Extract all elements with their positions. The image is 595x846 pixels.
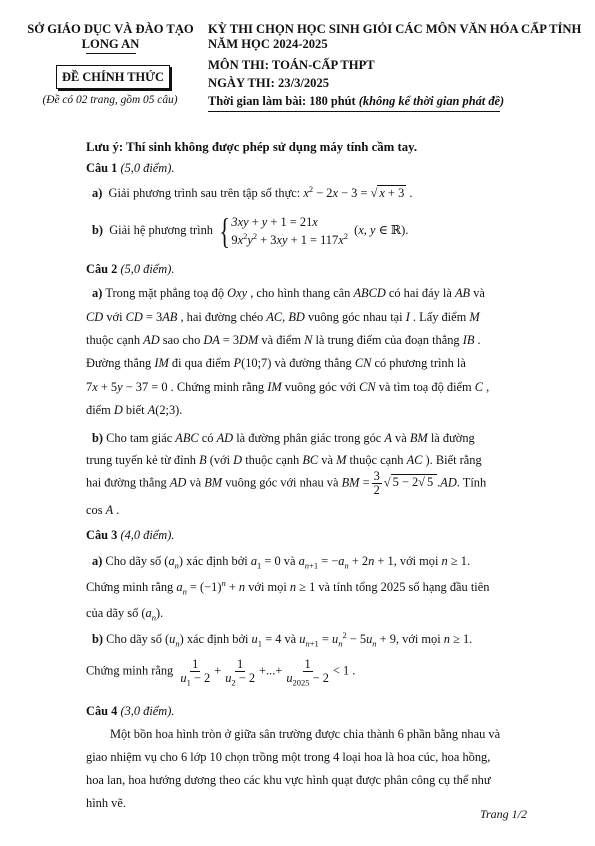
q2a-line1: a) Trong mặt phẳng toạ độ Oxy , cho hình thang cân ABCD có hai đáy là AB và [92, 286, 485, 300]
q1a [92, 183, 413, 201]
q1b-eq1: 3xy + y + 1 = 21x [231, 215, 318, 229]
q1-points: (5,0 điểm). [120, 161, 175, 175]
q2-points: (5,0 điểm). [120, 262, 175, 276]
q4-line2: giao nhiệm vụ cho 6 lớp 10 chọn trồng một trong 4 loại hoa là hoa cúc, hoa hồng, [86, 750, 491, 764]
q4-line1: Một bồn hoa hình tròn ở giữa sân trường được chia thành 6 phần bằng nhau và [110, 727, 501, 741]
q3a-line3: của dãy số $(a_n)$. [86, 606, 164, 623]
q3a-line2: Chứng minh rằng $a_n = (-1)^n + n$ với mọi n ≥ 1 và tính tổng 2025 số hạng đầu tiên [86, 577, 490, 597]
q3a-label: a) [92, 554, 103, 568]
school-year: NĂM HỌC 2024-2025 [208, 37, 328, 51]
exam-date: NGÀY THI: 23/3/2025 [208, 76, 330, 90]
q1b [92, 213, 408, 249]
province-name: LONG AN [81, 37, 140, 51]
q1a-label: a) [92, 186, 103, 200]
department-name: SỞ GIÁO DỤC VÀ ĐÀO TẠO [27, 22, 194, 36]
q4-line3: hoa lan, hoa hướng dương theo các khu vực hình quạt được phân công cụ thể như [86, 773, 491, 787]
q2a-line4: Đường thẳng IM đi qua điểm P(10;7) và đường thẳng CN có phương trình là [86, 356, 466, 370]
q2a-line6: điểm D biết A(2;3). [86, 403, 183, 417]
q1-heading [86, 161, 174, 176]
pages-note: (Đề có 02 trang, gồm 05 câu) [42, 94, 178, 106]
q3-points: (4,0 điểm). [120, 528, 175, 542]
q2-title: Câu 2 [86, 262, 118, 276]
q2b-line3: hai đường thẳng AD và BM vuông góc với nhau và BM = $\frac{3}{2}$ √ 5 − 2√ 5 .AD. Tính [86, 469, 487, 497]
calculator-note: Lưu ý: Thí sinh không được phép sử dụng máy tính cầm tay. [86, 140, 418, 154]
q2b-label: b) [92, 431, 104, 445]
q2b-line4: cos A . [86, 503, 120, 517]
q2-heading [86, 262, 174, 277]
q1b-text: Giải hệ phương trình [109, 222, 214, 237]
q3a-line1: a) Cho dãy số $(a_n)$ xác định bởi $a_1 = 0$ và $a_{n+1} = -a_n + 2n + 1$, với mọi n ≥ 1. [92, 554, 471, 571]
q2b-line1: b) Cho tam giác ABC có AD là đường phân giác trong góc A và BM là đường [92, 431, 475, 445]
q1-title: Câu 1 [86, 161, 118, 175]
time-allowed [208, 94, 504, 109]
q3-title: Câu 3 [86, 528, 118, 542]
province-underline [86, 53, 136, 54]
q1b-eq2: $9x^2y^2 + 3xy + 1 = 117x^2$ [231, 230, 348, 247]
q1a-text: Giải phương trình sau trên tập số thực: [108, 186, 301, 200]
q4-line4: hình vẽ. [86, 796, 126, 810]
q3b-line1: b) Cho dãy số $(u_n)$ xác định bởi $u_1 = 4$ và $u_{n+1} = u_n^2 - 5u_n + 9$, với mọi n ≥ 1. [92, 629, 473, 649]
time-underline [208, 111, 500, 112]
q2b-line2: trung tuyến kẻ từ đỉnh B (với D thuộc cạnh BC và M thuộc cạnh AC ). Biết rằng [86, 453, 482, 467]
q2a-line5: 7x + 5y − 37 = 0 . Chứng minh rằng IM vuông góc với CN và tìm toạ độ điểm C , [86, 380, 490, 394]
official-exam-label: ĐỀ CHÍNH THỨC [56, 65, 170, 89]
q3-heading [86, 528, 174, 543]
time-allowed-note: (không kể thời gian phát đề) [358, 94, 505, 108]
q1a-equation: $x^2 - 2x - 3$ = √ x + 3 . [303, 183, 413, 200]
q1b-system: { 3xy + y + 1 = 21x $9x^2y^2 + 3xy + 1 = 117x^2$ [219, 211, 348, 251]
q2a-line3: thuộc cạnh AD sao cho DA = 3DM và điểm N là trung điểm của đoạn thẳng IB . [86, 333, 481, 347]
q3b-line2: Chứng minh rằng $\frac{1}{u_1 - 2}$ + $\frac{1}{u_2 - 2}$ +...+ $\frac{1}{u_{2025} - 2}$ < 1 . [86, 657, 356, 688]
exam-subject: MÔN THI: TOÁN-CẤP THPT [208, 58, 375, 72]
q1b-domain: (x, y ∈ ℝ). [354, 222, 409, 237]
time-allowed-text: Thời gian làm bài: 180 phút [208, 94, 356, 108]
q2a-line2: CD với CD = 3AB , hai đường chéo AC, BD vuông góc nhau tại I . Lấy điểm M [86, 310, 480, 324]
q3b-label: b) [92, 632, 104, 646]
page-number: Trang 1/2 [480, 807, 528, 821]
q1b-label: b) [92, 222, 104, 237]
q2a-label: a) [92, 286, 103, 300]
q4-heading [86, 704, 174, 719]
q4-points: (3,0 điểm). [120, 704, 175, 718]
exam-title: KỲ THI CHỌN HỌC SINH GIỎI CÁC MÔN VĂN HÓA CẤP TỈNH [208, 22, 582, 36]
q4-title: Câu 4 [86, 704, 118, 718]
